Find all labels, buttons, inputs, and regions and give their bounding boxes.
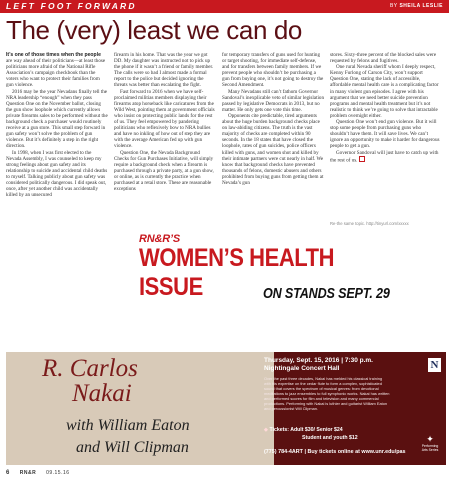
performer-photo-panel: [6, 352, 274, 465]
article-headline: The (very) least we can do: [6, 15, 302, 45]
article-column-1: [6, 52, 108, 198]
guest-line-2: and Will Clipman: [76, 439, 189, 456]
paragraph: Question One won’t end gun violence. But it will stop some people from purchasing guns who shouldn’t have them. It will save lives. We can’t ignore an opportunity to make it harder for dangerous people to get a gun.: [330, 119, 440, 150]
paragraph: One rural Nevada sheriff whom I deeply respect, Kenny Furlong of Carson City, won’t support Question One, stating the lack of accessible, affordable mental health care is a complicating factor in many violent gun episodes. I agree with his argument that we need better suicide prevention programs and mental health treatment but it’s not realistic to think we’re going to solve that intractable problem overnight either.: [330, 64, 439, 119]
performer-name-line-1: R. Carlos: [42, 355, 138, 382]
paragraph: firearm in his home. That was the year we got DD. My daughter was instructed not to pick up the phone if it wasn’t a friend or family member. The calls were so bad I almost made a formal report to the police but decided ignoring the threats was better than escalating the fight.: [114, 52, 214, 89]
paragraph: Governor Sandoval will just have to catch up with the rest of us.: [330, 149, 439, 164]
ticket-prices-youth: Student and youth $12: [302, 435, 358, 441]
performer-name-line-2: Nakai: [72, 380, 132, 407]
column-name: LEFT FOOT FORWARD: [6, 1, 137, 11]
ticket-contact[interactable]: (775) 784-4ART | Buy tickets online at www.unr.edu/pas: [264, 449, 406, 455]
event-description: Over the past three decades, Nakai has melded his classical training with his expertise on the cedar flute to form a complex, sophisticated sound that covers the spectrum of musical genres: from devotional meditations to jazz ensembles to full symphonic works. Nakai has written and performed scores for film and television and many commercial productions. Performing with Nakai is luthier and guitarist William Eaton and percussionist Will Clipman.: [264, 376, 390, 411]
paragraph: stores. Sixty-three percent of the blocked sales were requested by felons and fugitives.: [330, 52, 437, 65]
guest-line-1: with William Eaton: [66, 417, 190, 434]
paragraph: Fast forward to 2016 when we have self-proclaimed militias members displaying their firearms atop horseback like caricatures from the Wild West, pointing them at government officials who insist on protecting public lands for the rest of us. They feel empowered by pandering politicians who reflexively bow to NRA bullies and have no inkling of how out of step they are with the average American fed up with gun violence.: [114, 88, 215, 150]
author-name: SHEILA LESLIE: [399, 3, 443, 9]
paragraph: Opponents cite predictable, tired arguments about the huge burden background checks place on law-abiding citizens. The truth is the vast majority of checks are completed within 90 seconds. In the 18 states that have closed the loophole, rates of gun suicides, police officers killed with guns, and women shot and killed by their intimate partners were cut nearly in half. We know that background checks have prevented thousands of felons, domestic abusers and others prohibited from buying guns from getting them at Nevada’s gun: [222, 112, 324, 186]
event-details-panel: [260, 352, 446, 465]
article-column-4: [330, 52, 440, 163]
ad-title-line-1: WOMEN’S HEALTH: [139, 244, 335, 272]
page-number: 6: [6, 470, 10, 476]
page-footer: [6, 470, 70, 476]
paragraph: 2016 may be the year Nevadans finally tell the NRA leadership “enough” when they pass Question One on the November ballot, closing the gun show loophole which currently allows private firearms sales to be performed without the background check a purchaser would routinely receive at a gun store. This small step forward in gun safety won’t solve the problem of gun violence. But it’s definitely a step in the right direction.: [6, 88, 108, 150]
event-venue: Nightingale Concert Hall: [264, 365, 340, 372]
rnr-logo: RN&R’S: [139, 233, 180, 245]
column-header-bar: [0, 0, 449, 13]
unr-logo-icon: N: [428, 358, 441, 372]
paragraph: Many Nevadans still can’t fathom Governor Sandoval’s inexplicable veto of similar legislation passed by legislative Democrats in 2013, but no matter. He only gets one vote this time.: [222, 88, 324, 113]
event-date: Thursday, Sept. 15, 2016 | 7:30 p.m.: [264, 357, 373, 364]
performing-arts-series-logo: ✦ Performing Arts Series: [416, 434, 444, 452]
article-column-3: [222, 52, 324, 186]
paragraph: It’s one of those times when the people are way ahead of their politicians—at least those politicians more afraid of the National Rifle Association’s campaign checkbook than the voters who want to protect their families from gun violence.: [6, 52, 106, 89]
end-mark-icon: [359, 156, 365, 162]
issue-date: 09.15.16: [46, 470, 70, 476]
paragraph: Question One, the Nevada Background Checks for Gun Purchases Initiative, will simply require a background check when a firearm is purchased through a private party, at a gun show, or online, as is currently the practice when purchased at a retail store. These are reasonable exceptions: [114, 149, 214, 193]
byline-prefix: BY: [389, 3, 398, 9]
byline: [390, 3, 443, 9]
online-note[interactable]: Re-the same topic. http://tinyurl.com/xxxxx: [330, 221, 409, 226]
ad-title-line-2: ISSUE: [139, 273, 203, 301]
womens-health-ad[interactable]: [6, 231, 446, 349]
publication-name: RN&R: [19, 470, 37, 476]
concert-ad[interactable]: [6, 352, 446, 465]
article-column-2: [114, 52, 216, 192]
lead-in: It’s one of those times when the people: [6, 52, 101, 58]
on-stands-date: ON STANDS SEPT. 29: [263, 285, 390, 302]
paragraph: for temporary transfers of guns used for hunting or target shooting, for immediate self-defense, and for transfers between family members. If we prevent people who shouldn’t be purchasing a gun from buying one, it’s not going to destroy the Second Amendment.: [222, 52, 324, 89]
ticket-prices: ◆ Tickets: Adult $30/ Senior $24: [264, 427, 343, 433]
pas-glyph-icon: ✦: [426, 434, 434, 444]
paragraph: In 1998, when I was first elected to the Nevada Assembly, I was counseled to keep my strong feelings about gun safety and its relationship to suicide and accidental child deaths to myself. Talking publicly about gun safety was considered politically dangerous. I did speak out, once, after yet another child was accidentally killed by an unsecured: [6, 149, 108, 199]
bullet-icon: ◆: [264, 427, 270, 433]
